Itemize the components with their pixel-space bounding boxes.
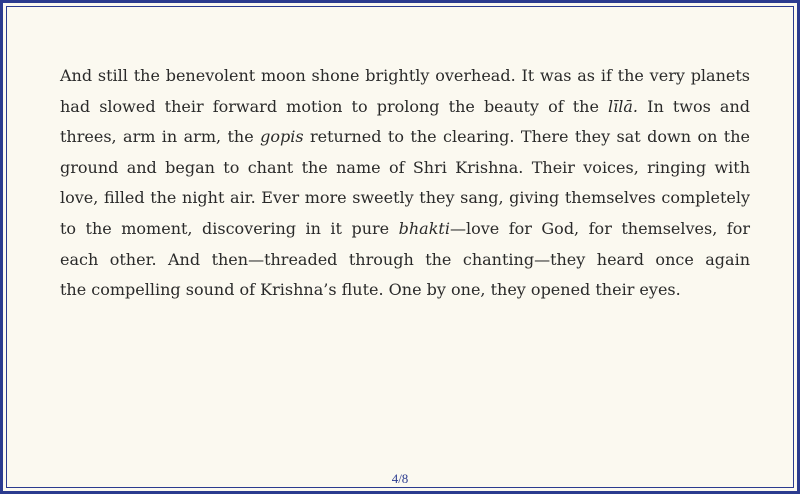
text-line <box>60 183 750 214</box>
text-segment: returned to the clearing. There they sat down on the <box>303 127 750 147</box>
text-segment: And still the benevolent moon shone brightly overhead. It was as if the very planets <box>60 66 750 85</box>
text-line <box>60 275 750 306</box>
text-line <box>60 92 750 123</box>
page-number: 4/8 <box>391 471 409 486</box>
text-line <box>60 61 750 92</box>
text-segment: —love for God, for themselves, for <box>449 218 751 238</box>
text-segment: had slowed their forward motion to prolong the beauty of the <box>60 96 609 116</box>
text-segment: to the moment, discovering in it pure <box>60 218 399 238</box>
italic-term: līlā. <box>608 96 639 116</box>
text-segment: each other. And then—threaded through the chanting—they heard once again <box>60 249 750 269</box>
text-line <box>60 153 750 184</box>
text-line <box>60 245 750 276</box>
italic-term: gopis <box>260 127 304 147</box>
text-segment: the compelling sound of Krishna’s flute. One by one, they opened their eyes. <box>60 280 681 300</box>
text-segment: love, filled the night air. Ever more sweetly they sang, giving themselves completely <box>60 188 750 208</box>
text-line <box>60 214 750 245</box>
text-segment: threes, arm in arm, the <box>60 127 261 147</box>
text-segment: In twos and <box>638 96 750 116</box>
text-line <box>60 122 750 153</box>
text-segment: ground and began to chant the name of Shri Krishna. Their voices, ringing with <box>60 157 750 177</box>
body-paragraph <box>60 61 750 306</box>
italic-term: bhakti <box>398 218 450 238</box>
